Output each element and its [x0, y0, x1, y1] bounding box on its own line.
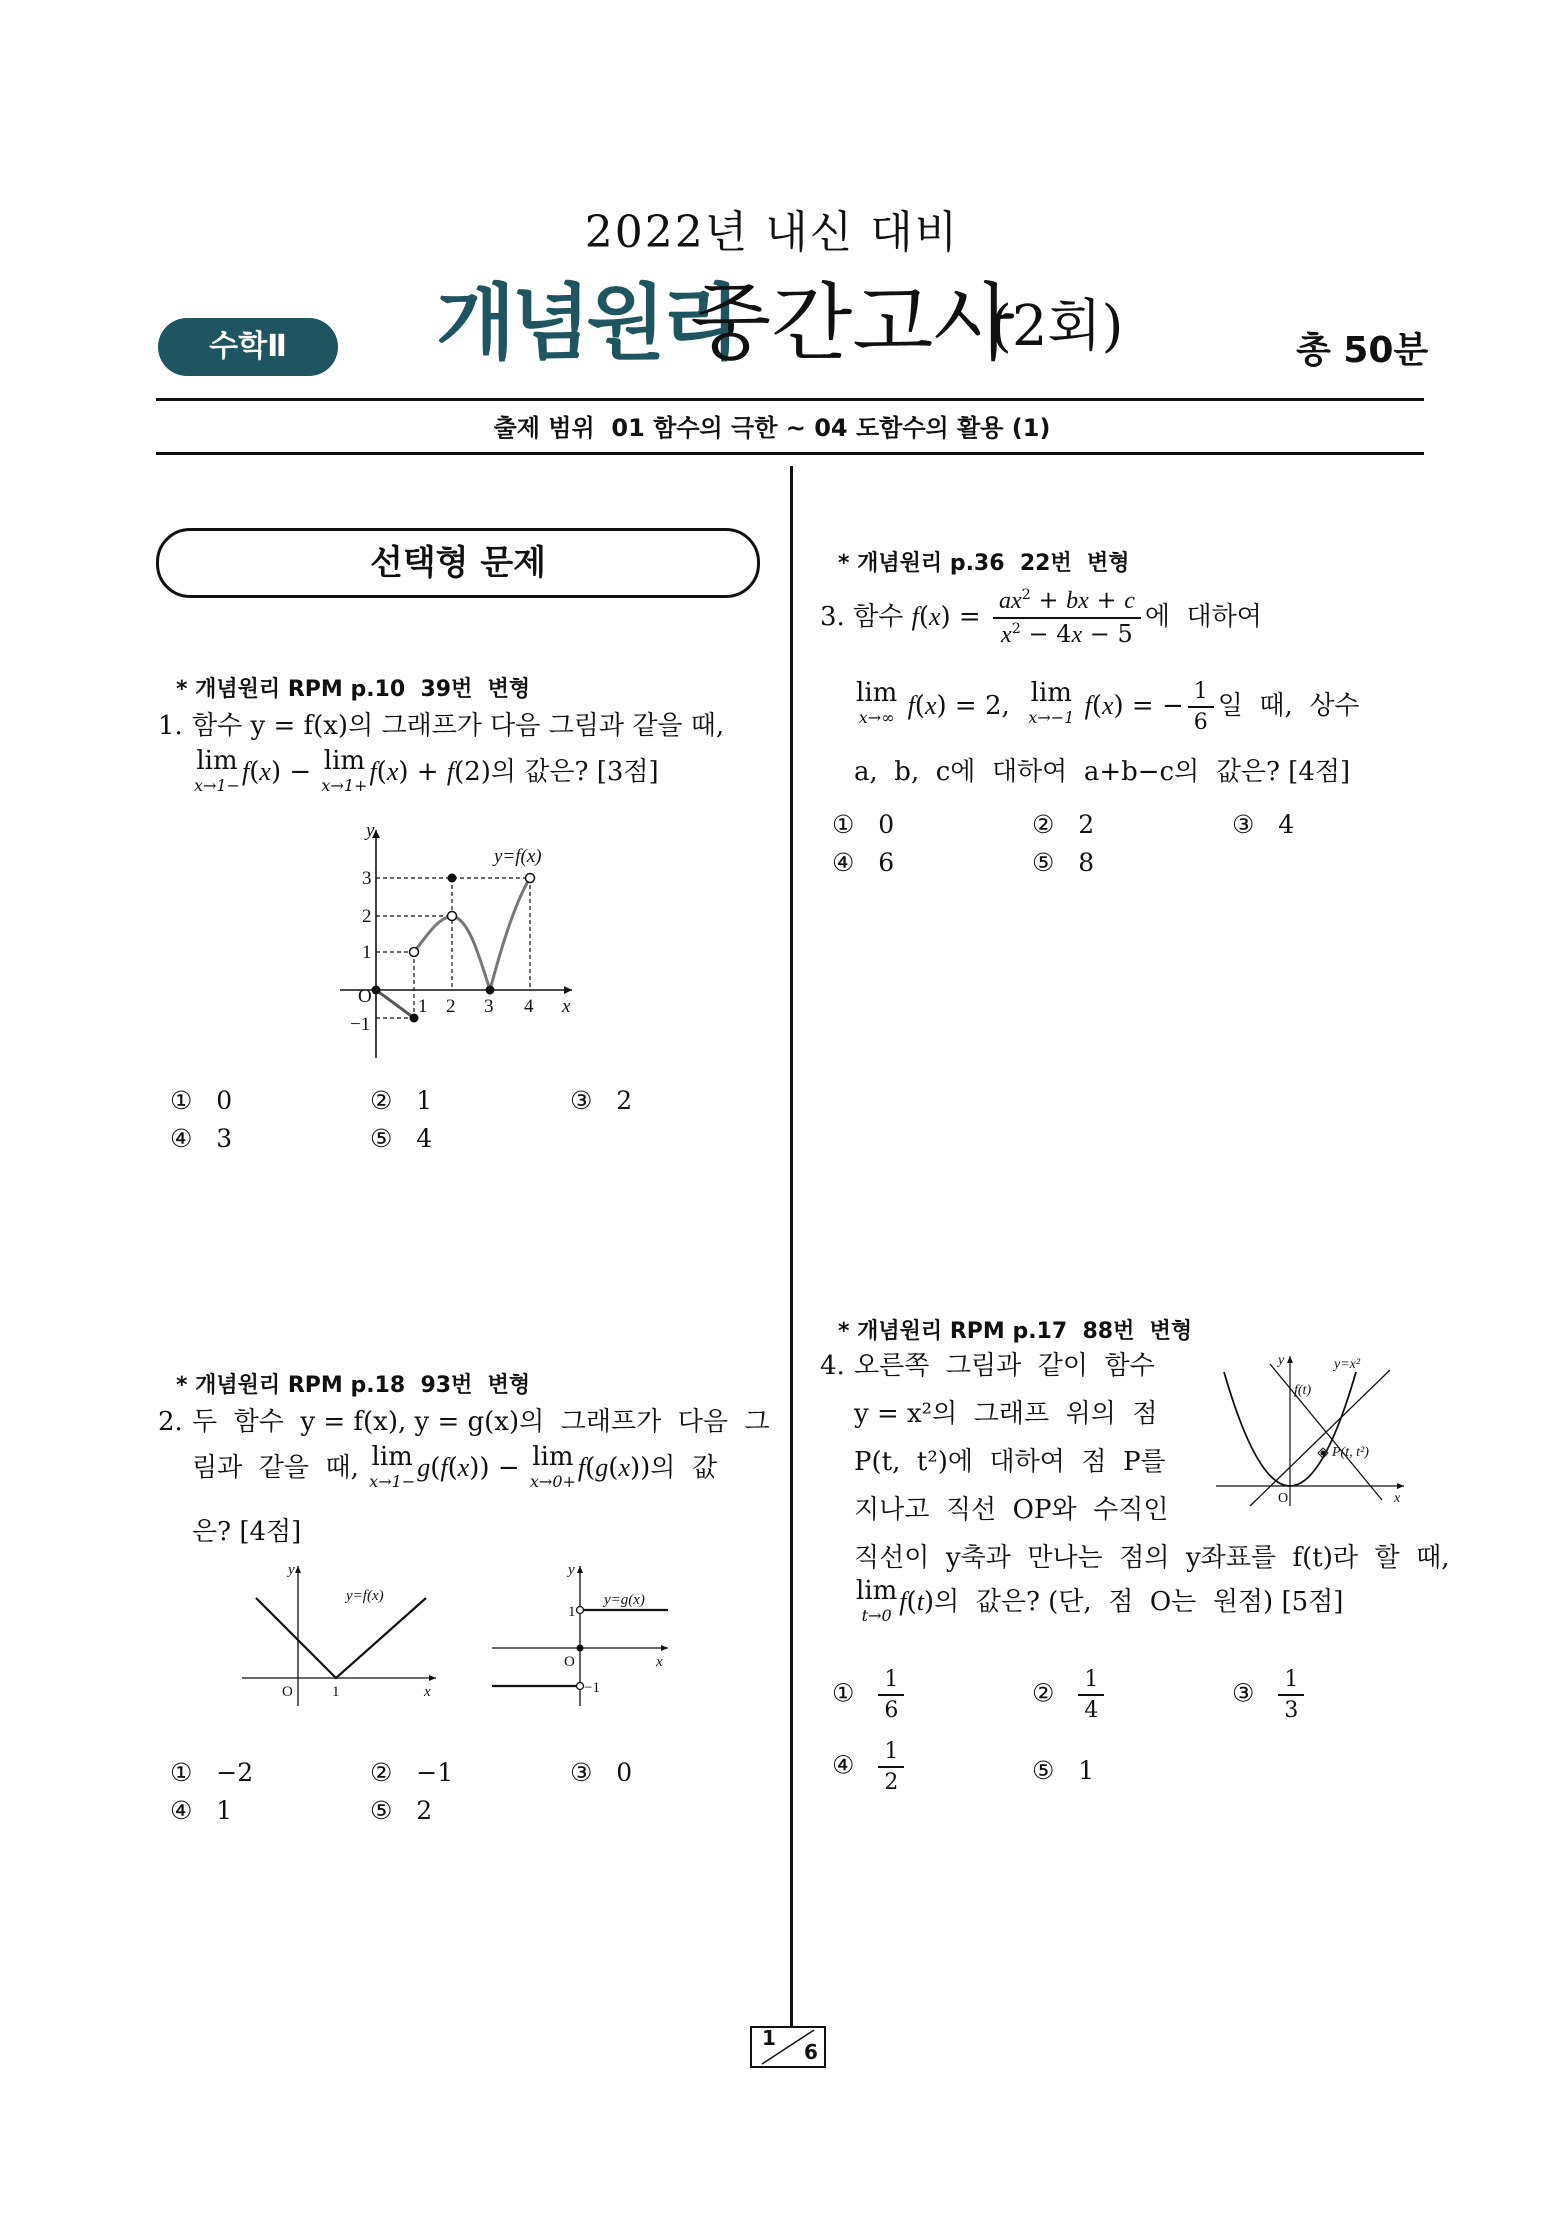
svg-text:y: y — [568, 1562, 575, 1578]
q2-choice-1[interactable]: ① −2 — [170, 1758, 254, 1787]
total-time: 총 50분 — [1296, 330, 1429, 371]
svg-text:x: x — [1394, 1491, 1401, 1506]
page-current: 1 — [762, 2026, 776, 2050]
q4-line-5: 직선이 y축과 만나는 점의 y좌표를 f(t)라 할 때, — [854, 1543, 1450, 1573]
q3-choice-2[interactable]: ② 2 — [1032, 810, 1095, 839]
q1-text: 함수 y = f(x)의 그래프가 다음 그림과 같을 때, — [192, 711, 725, 741]
svg-text:2: 2 — [362, 906, 372, 927]
header-rule-bottom — [156, 452, 1424, 455]
q4-graph-label-1: y=x² — [1334, 1357, 1361, 1372]
q4-choice-5[interactable]: ⑤ 1 — [1032, 1756, 1095, 1785]
q1-graph — [330, 822, 590, 1062]
q4-choice-1[interactable]: ① $\frac{1}{6}$ — [832, 1668, 908, 1722]
q3-text-d: a, b, c에 대하여 a+b−c의 값은? [4점] — [854, 757, 1351, 787]
svg-text:3: 3 — [484, 996, 494, 1017]
q2-choice-5[interactable]: ⑤ 2 — [370, 1796, 433, 1825]
q3-line2: lim x→∞ f(x) = 2, lim x→−1 f(x) = − $\frac{1}{6}$ 일 때, 상수 — [856, 678, 1360, 736]
svg-text:y: y — [1278, 1353, 1285, 1368]
q4-choice-3[interactable]: ③ $\frac{1}{3}$ — [1232, 1668, 1308, 1722]
q2-choice-4[interactable]: ④ 1 — [170, 1796, 233, 1825]
q4-choice-4-mark: ④ — [832, 1750, 855, 1780]
q2-source: * 개념원리 RPM p.18 93번 변형 — [176, 1373, 531, 1398]
q4-graph-label-3: P(t, t²) — [1332, 1445, 1369, 1460]
svg-text:O: O — [1278, 1491, 1289, 1506]
svg-text:O: O — [564, 1654, 575, 1670]
section-title-box — [156, 528, 760, 598]
q3-source: * 개념원리 p.36 22번 변형 — [838, 551, 1130, 576]
q1-choice-3[interactable]: ③ 2 — [570, 1086, 633, 1115]
q3-text-a: 함수 — [853, 602, 904, 633]
q3-choice-5[interactable]: ⑤ 8 — [1032, 848, 1095, 877]
q4-choice-2[interactable]: ② $\frac{1}{4}$ — [1032, 1668, 1108, 1722]
q1-number: 1. — [158, 711, 183, 741]
q3-choice-1[interactable]: ① 0 — [832, 810, 895, 839]
q4-choice-1-mark: ① — [832, 1678, 855, 1708]
q4-expression: lim t→0 f(t)의 값은? (단, 점 O는 원점) [5점] — [856, 1576, 1344, 1625]
q3-text-c: 일 때, 상수 — [1217, 691, 1360, 722]
q2-text: 두 함수 y = f(x), y = g(x)의 그래프가 다음 그 — [192, 1407, 770, 1437]
q3-line1: 3. 함수 f(x) = $\frac{ax^2 + bx + c}{x^2 - 4x - 5}$ 에 대하여 — [820, 586, 1262, 649]
q2-choice-3[interactable]: ③ 0 — [570, 1758, 633, 1787]
q3-choice-3[interactable]: ③ 4 — [1232, 810, 1295, 839]
q1-choice-1[interactable]: ① 0 — [170, 1086, 233, 1115]
q2-graph-f — [236, 1560, 446, 1710]
q4-choices — [832, 1650, 1392, 1796]
q4-choice-3-mark: ③ — [1232, 1678, 1255, 1708]
q1-text2: 의 값은? [3점] — [490, 757, 659, 787]
q2-text3: 은? [4점] — [192, 1517, 302, 1547]
svg-text:2: 2 — [446, 996, 456, 1017]
svg-text:1: 1 — [332, 1684, 340, 1700]
q4-graph — [1210, 1350, 1410, 1510]
q1-graph-label: y=f(x) — [494, 846, 542, 867]
q4-line-4: 지나고 직선 OP와 수직인 — [854, 1495, 1169, 1525]
exam-range: 출제 범위 01 함수의 극한 ~ 04 도함수의 활용 (1) — [493, 414, 1051, 442]
q2-graph-g-label: y=g(x) — [604, 1592, 645, 1608]
q2-expression: 림과 같을 때, lim x→1− g(f(x)) − lim x→0+ f(g(x))의 값 — [192, 1442, 718, 1491]
q4-choice-4[interactable]: ④ $\frac{1}{2}$ — [832, 1740, 908, 1794]
q3-text-b: 에 대하여 — [1144, 602, 1262, 633]
q2-number: 2. — [158, 1407, 183, 1437]
q1-choice-4[interactable]: ④ 3 — [170, 1124, 233, 1153]
q4-last-line: 의 값은? (단, 점 O는 원점) [5점] — [934, 1587, 1344, 1617]
q4-graph-label-2: f(t) — [1294, 1383, 1312, 1398]
q4-line-3: P(t, t²)에 대하여 점 P를 — [854, 1447, 1166, 1477]
q3-choice-4[interactable]: ④ 6 — [832, 848, 895, 877]
q1-choice-2[interactable]: ② 1 — [370, 1086, 433, 1115]
svg-text:1: 1 — [362, 942, 372, 963]
svg-text:1: 1 — [418, 996, 428, 1017]
q1-expression: lim x→1− f(x) − lim x→1+ f(x) + f(2)의 값은? [3점] — [194, 746, 659, 795]
page-indicator — [750, 2026, 826, 2068]
svg-text:O: O — [282, 1684, 293, 1700]
brand-logo: 개념원리 — [436, 276, 737, 371]
svg-text:O: O — [358, 986, 372, 1007]
svg-text:1: 1 — [568, 1604, 576, 1620]
svg-text:3: 3 — [362, 868, 372, 889]
exam-title: 중간고사 — [690, 274, 1015, 372]
column-divider — [790, 466, 793, 2026]
q3-choices — [832, 810, 1392, 890]
q1-choices — [170, 1086, 730, 1166]
svg-text:y: y — [288, 1562, 295, 1578]
q1-choice-5[interactable]: ⑤ 4 — [370, 1124, 433, 1153]
q4-line-2: y = x²의 그래프 위의 점 — [854, 1399, 1158, 1429]
q2-graph-g — [488, 1560, 678, 1710]
svg-text:4: 4 — [524, 996, 534, 1017]
exam-round: (2회) — [990, 294, 1124, 359]
q4-line-1: 오른쪽 그림과 같이 함수 — [854, 1351, 1155, 1381]
svg-text:−1: −1 — [350, 1014, 371, 1035]
q3-number: 3. — [820, 602, 845, 633]
q4-choice-2-mark: ② — [1032, 1678, 1055, 1708]
svg-text:x: x — [424, 1684, 431, 1700]
exam-subtitle: 2022년 내신 대비 — [584, 207, 960, 258]
q2-graph-f-label: y=f(x) — [346, 1588, 384, 1604]
q1-source: * 개념원리 RPM p.10 39번 변형 — [176, 677, 531, 702]
q2-text2a: 림과 같을 때, — [192, 1453, 359, 1483]
svg-text:−1: −1 — [584, 1680, 600, 1696]
svg-text:y: y — [366, 822, 375, 841]
q2-choice-2[interactable]: ② −1 — [370, 1758, 454, 1787]
q2-text2b: 의 값 — [650, 1453, 718, 1483]
subject-badge — [158, 318, 338, 376]
q4-source: * 개념원리 RPM p.17 88번 변형 — [838, 1319, 1193, 1344]
svg-text:x: x — [656, 1654, 663, 1670]
section-title: 선택형 문제 — [369, 543, 547, 583]
header-rule-top — [156, 398, 1424, 401]
q2-choices — [170, 1758, 730, 1838]
subject-badge-label: 수학Ⅱ — [209, 329, 287, 364]
page-total: 6 — [804, 2040, 818, 2064]
svg-text:x: x — [562, 996, 571, 1017]
q4-number: 4. — [820, 1351, 845, 1381]
